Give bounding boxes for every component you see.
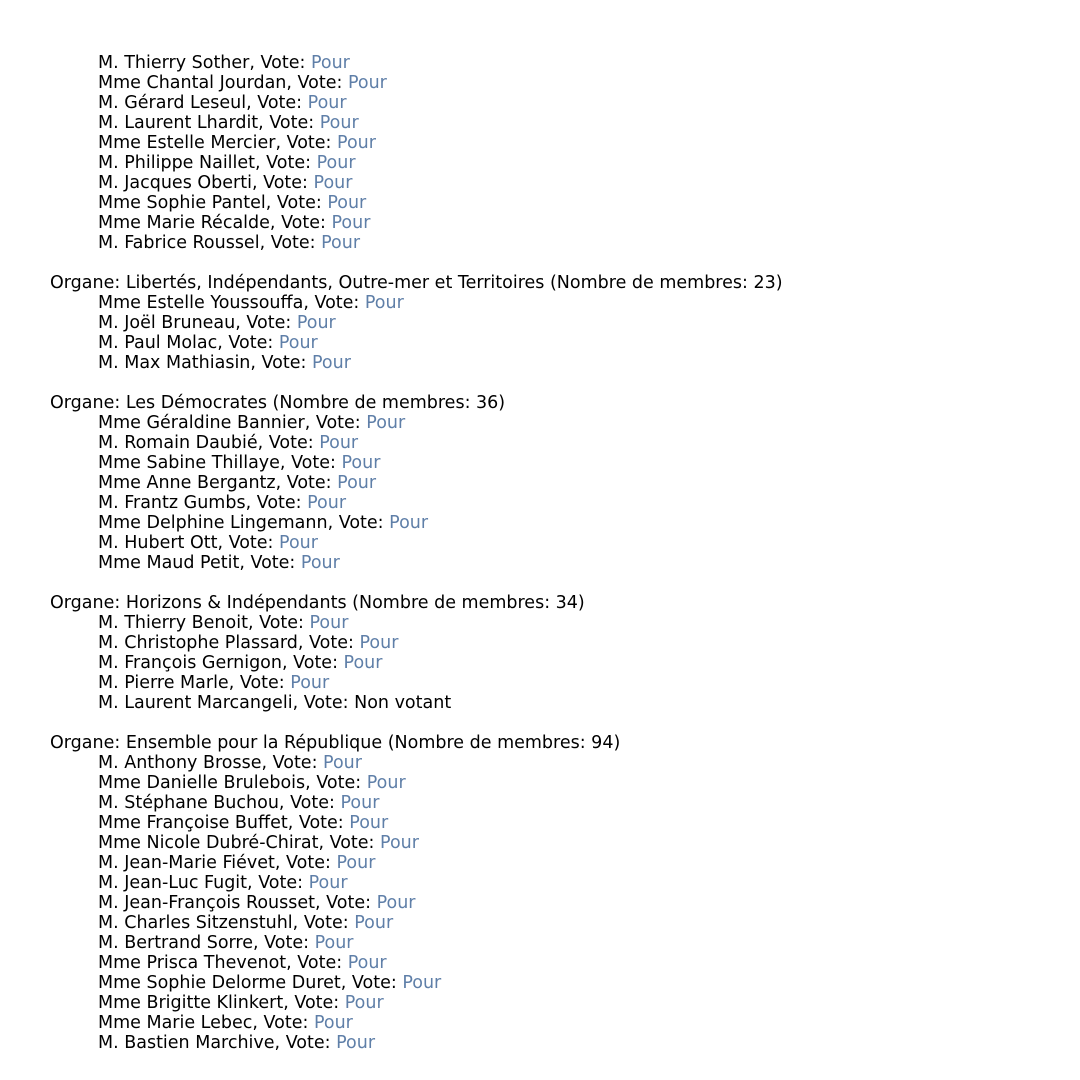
- member-row: [50, 973, 1070, 993]
- vote-label: Vote:: [250, 553, 301, 573]
- separator: ,: [286, 73, 298, 93]
- member-row: [50, 773, 1070, 793]
- vote-value: Pour: [321, 233, 361, 253]
- organ-header: [50, 273, 1070, 293]
- separator: ,: [259, 233, 271, 253]
- vote-label: Vote:: [326, 893, 377, 913]
- member-name: Mme Géraldine Bannier: [98, 413, 305, 433]
- vote-value: Pour: [310, 53, 350, 73]
- organ-header: [50, 733, 1070, 753]
- separator: ,: [258, 113, 270, 133]
- separator: ,: [255, 153, 267, 173]
- member-row: [50, 933, 1070, 953]
- separator: ,: [303, 293, 315, 313]
- member-name: Mme Anne Bergantz: [98, 473, 276, 493]
- member-name: Mme Sophie Delorme Duret: [98, 973, 341, 993]
- vote-value: Pour: [319, 113, 359, 133]
- vote-value: Pour: [344, 993, 384, 1013]
- vote-value: Pour: [311, 353, 351, 373]
- vote-label: Vote:: [270, 233, 322, 253]
- vote-value: Pour: [319, 433, 359, 453]
- member-row: [50, 233, 1070, 253]
- member-row: [50, 413, 1070, 433]
- vote-label: Vote:: [315, 413, 367, 433]
- vote-value: Pour: [307, 93, 347, 113]
- separator: ,: [286, 953, 298, 973]
- vote-label: Vote:: [285, 1033, 337, 1053]
- separator: ,: [275, 473, 287, 493]
- vote-label: Vote:: [239, 673, 291, 693]
- member-name: M. Jean-Luc Fugit: [98, 873, 248, 893]
- vote-label: Vote:: [303, 913, 355, 933]
- separator: ,: [252, 1013, 264, 1033]
- member-name: M. Thierry Benoit: [98, 613, 248, 633]
- member-name: Mme Marie Récalde: [98, 213, 270, 233]
- member-row: [50, 173, 1070, 193]
- separator: ,: [251, 173, 264, 193]
- member-row: [50, 793, 1070, 813]
- member-name: M. Bastien Marchive: [98, 1033, 275, 1053]
- separator: ,: [315, 893, 327, 913]
- vote-value: Pour: [366, 413, 406, 433]
- vote-label: Vote:: [294, 993, 345, 1013]
- separator: ,: [278, 793, 291, 813]
- member-name: Mme Chantal Jourdan: [98, 73, 287, 93]
- member-row: [50, 93, 1070, 113]
- organ-prefix: Organe:: [50, 593, 126, 613]
- vote-value: Pour: [341, 453, 381, 473]
- member-name: M. Gérard Leseul: [98, 93, 247, 113]
- member-name: M. Thierry Sother: [98, 53, 250, 73]
- vote-document: [50, 53, 1070, 1053]
- member-name: M. Christophe Plassard: [98, 633, 298, 653]
- member-name: M. Bertrand Sorre: [98, 933, 254, 953]
- vote-label: Vote:: [297, 73, 348, 93]
- separator: ,: [261, 753, 273, 773]
- vote-label: Vote:: [297, 953, 348, 973]
- vote-value: Pour: [336, 853, 376, 873]
- separator: ,: [249, 53, 261, 73]
- member-row: [50, 333, 1070, 353]
- member-row: [50, 613, 1070, 633]
- vote-label: Vote:: [276, 193, 328, 213]
- member-row: [50, 193, 1070, 213]
- member-name: M. Charles Sitzenstuhl: [98, 913, 293, 933]
- vote-value: Pour: [313, 173, 353, 193]
- organ-group: [50, 733, 1070, 1053]
- member-row: [50, 833, 1070, 853]
- vote-value: Pour: [337, 133, 376, 153]
- member-name: Mme Danielle Brulebois: [98, 773, 306, 793]
- separator: ,: [297, 633, 310, 653]
- member-name: M. Hubert Ott: [98, 533, 218, 553]
- separator: ,: [247, 613, 260, 633]
- vote-value: Pour: [323, 753, 362, 773]
- member-row: [50, 853, 1070, 873]
- organ-group: [50, 53, 1070, 253]
- member-name: M. Anthony Brosse: [98, 753, 262, 773]
- separator: ,: [265, 193, 277, 213]
- member-name: Mme Maud Petit: [98, 553, 240, 573]
- member-row: [50, 493, 1070, 513]
- vote-value: Pour: [364, 293, 404, 313]
- member-name: M. François Gernigon: [98, 653, 282, 673]
- member-name: M. Frantz Gumbs: [98, 493, 246, 513]
- vote-label: Vote:: [286, 853, 337, 873]
- separator: ,: [235, 313, 247, 333]
- separator: ,: [275, 133, 287, 153]
- vote-label: Vote:: [256, 493, 308, 513]
- separator: ,: [304, 413, 316, 433]
- separator: ,: [217, 533, 229, 553]
- vote-label: Vote:: [329, 833, 381, 853]
- organ-prefix: Organe:: [50, 273, 126, 293]
- vote-label: Vote:: [338, 513, 390, 533]
- member-row: [50, 513, 1070, 533]
- vote-label: Vote:: [290, 793, 341, 813]
- separator: ,: [269, 213, 282, 233]
- organ-title: Les Démocrates (Nombre de membres: 36): [125, 393, 506, 413]
- separator: ,: [253, 933, 265, 953]
- member-row: [50, 453, 1070, 473]
- member-name: Mme Sabine Thillaye: [98, 453, 280, 473]
- vote-value: Pour: [309, 613, 349, 633]
- vote-label: Vote:: [269, 113, 320, 133]
- member-name: Mme Prisca Thevenot: [98, 953, 287, 973]
- separator: ,: [217, 333, 229, 353]
- separator: ,: [281, 653, 294, 673]
- member-name: Mme Estelle Youssouffa: [98, 293, 304, 313]
- vote-label: Vote:: [316, 773, 367, 793]
- separator: ,: [287, 813, 299, 833]
- organ-title: Ensemble pour la République (Nombre de membres: 94): [125, 733, 621, 753]
- organ-header: [50, 393, 1070, 413]
- member-name: M. Joël Bruneau: [98, 313, 236, 333]
- vote-label: Vote:: [286, 473, 338, 493]
- member-row: [50, 53, 1070, 73]
- vote-value: Pour: [354, 913, 394, 933]
- member-row: [50, 953, 1070, 973]
- member-row: [50, 693, 1070, 713]
- separator: ,: [246, 93, 258, 113]
- separator: ,: [292, 913, 304, 933]
- vote-label: Vote:: [293, 653, 344, 673]
- vote-value: Pour: [349, 813, 389, 833]
- separator: ,: [274, 1033, 286, 1053]
- vote-value: Pour: [340, 793, 380, 813]
- vote-value: Pour: [376, 893, 416, 913]
- separator: ,: [257, 433, 269, 453]
- vote-label: Vote:: [263, 1013, 314, 1033]
- vote-label: Vote:: [228, 333, 279, 353]
- vote-value: Pour: [307, 493, 347, 513]
- separator: ,: [279, 453, 292, 473]
- member-row: [50, 133, 1070, 153]
- member-row: [50, 153, 1070, 173]
- member-row: [50, 913, 1070, 933]
- separator: ,: [245, 493, 257, 513]
- vote-value: Non votant: [354, 693, 452, 713]
- vote-value: Pour: [290, 673, 330, 693]
- member-name: M. Laurent Marcangeli: [98, 693, 293, 713]
- vote-value: Pour: [380, 833, 419, 853]
- separator: ,: [250, 353, 262, 373]
- vote-label: Vote:: [228, 533, 280, 553]
- vote-label: Vote:: [257, 93, 308, 113]
- member-row: [50, 113, 1070, 133]
- member-row: [50, 293, 1070, 313]
- member-name: Mme Sophie Pantel: [98, 193, 266, 213]
- member-row: [50, 553, 1070, 573]
- separator: ,: [228, 673, 240, 693]
- member-row: [50, 1013, 1070, 1033]
- member-row: [50, 633, 1070, 653]
- member-name: M. Laurent Lhardit: [98, 113, 259, 133]
- vote-value: Pour: [359, 633, 399, 653]
- separator: ,: [327, 513, 339, 533]
- member-row: [50, 213, 1070, 233]
- member-row: [50, 753, 1070, 773]
- member-name: M. Romain Daubié: [98, 433, 258, 453]
- member-row: [50, 353, 1070, 373]
- vote-label: Vote:: [309, 633, 360, 653]
- organ-title: Libertés, Indépendants, Outre-mer et Territoires (Nombre de membres: 23): [125, 273, 783, 293]
- member-name: Mme Nicole Dubré-Chirat: [98, 833, 319, 853]
- separator: ,: [247, 873, 259, 893]
- organ-group: [50, 273, 1070, 373]
- vote-label: Vote:: [351, 973, 403, 993]
- vote-value: Pour: [343, 653, 383, 673]
- separator: ,: [292, 693, 304, 713]
- separator: ,: [305, 773, 317, 793]
- vote-label: Vote:: [281, 213, 332, 233]
- vote-value: Pour: [279, 533, 318, 553]
- member-row: [50, 893, 1070, 913]
- member-row: [50, 653, 1070, 673]
- vote-label: Vote:: [259, 613, 310, 633]
- vote-label: Vote:: [291, 453, 342, 473]
- member-row: [50, 673, 1070, 693]
- member-name: Mme Marie Lebec: [98, 1013, 253, 1033]
- member-row: [50, 1033, 1070, 1053]
- member-name: M. Stéphane Buchou: [98, 793, 279, 813]
- vote-value: Pour: [337, 473, 377, 493]
- vote-value: Pour: [316, 153, 356, 173]
- vote-value: Pour: [366, 773, 406, 793]
- member-row: [50, 473, 1070, 493]
- organ-prefix: Organe:: [50, 393, 126, 413]
- vote-value: Pour: [308, 873, 348, 893]
- organ-prefix: Organe:: [50, 733, 126, 753]
- member-name: Mme Françoise Buffet: [98, 813, 288, 833]
- organ-group: [50, 393, 1070, 573]
- vote-label: Vote:: [266, 153, 317, 173]
- organ-title: Horizons & Indépendants (Nombre de membres: 34): [125, 593, 585, 613]
- member-name: M. Jacques Oberti: [98, 173, 252, 193]
- member-row: [50, 873, 1070, 893]
- member-name: M. Jean-François Rousset: [98, 893, 315, 913]
- organ-header: [50, 593, 1070, 613]
- member-row: [50, 433, 1070, 453]
- member-name: M. Philippe Naillet: [98, 153, 256, 173]
- member-name: M. Pierre Marle: [98, 673, 229, 693]
- member-row: [50, 993, 1070, 1013]
- member-row: [50, 813, 1070, 833]
- vote-label: Vote:: [298, 813, 350, 833]
- vote-label: Vote:: [264, 933, 315, 953]
- vote-label: Vote:: [268, 433, 320, 453]
- member-name: M. Jean-Marie Fiévet: [98, 853, 275, 873]
- member-row: [50, 313, 1070, 333]
- separator: ,: [239, 553, 251, 573]
- separator: ,: [318, 833, 330, 853]
- vote-value: Pour: [313, 1013, 353, 1033]
- member-row: [50, 73, 1070, 93]
- vote-label: Vote:: [314, 293, 365, 313]
- separator: ,: [340, 973, 352, 993]
- vote-label: Vote:: [263, 173, 314, 193]
- vote-label: Vote:: [303, 693, 355, 713]
- vote-value: Pour: [347, 953, 387, 973]
- vote-label: Vote:: [246, 313, 297, 333]
- vote-value: Pour: [402, 973, 442, 993]
- member-name: Mme Delphine Lingemann: [98, 513, 328, 533]
- vote-label: Vote:: [260, 53, 311, 73]
- vote-value: Pour: [296, 313, 336, 333]
- member-name: Mme Brigitte Klinkert: [98, 993, 284, 1013]
- vote-value: Pour: [389, 513, 429, 533]
- vote-value: Pour: [336, 1033, 376, 1053]
- member-name: M. Max Mathiasin: [98, 353, 251, 373]
- vote-label: Vote:: [258, 873, 309, 893]
- separator: ,: [283, 993, 295, 1013]
- vote-value: Pour: [314, 933, 354, 953]
- vote-label: Vote:: [286, 133, 338, 153]
- member-name: Mme Estelle Mercier: [98, 133, 276, 153]
- vote-value: Pour: [331, 213, 371, 233]
- vote-value: Pour: [327, 193, 367, 213]
- vote-value: Pour: [300, 553, 340, 573]
- vote-label: Vote:: [261, 353, 312, 373]
- vote-value: Pour: [278, 333, 318, 353]
- vote-label: Vote:: [272, 753, 324, 773]
- member-row: [50, 533, 1070, 553]
- organ-group: [50, 593, 1070, 713]
- vote-value: Pour: [347, 73, 387, 93]
- separator: ,: [274, 853, 287, 873]
- member-name: M. Fabrice Roussel: [98, 233, 260, 253]
- member-name: M. Paul Molac: [98, 333, 218, 353]
